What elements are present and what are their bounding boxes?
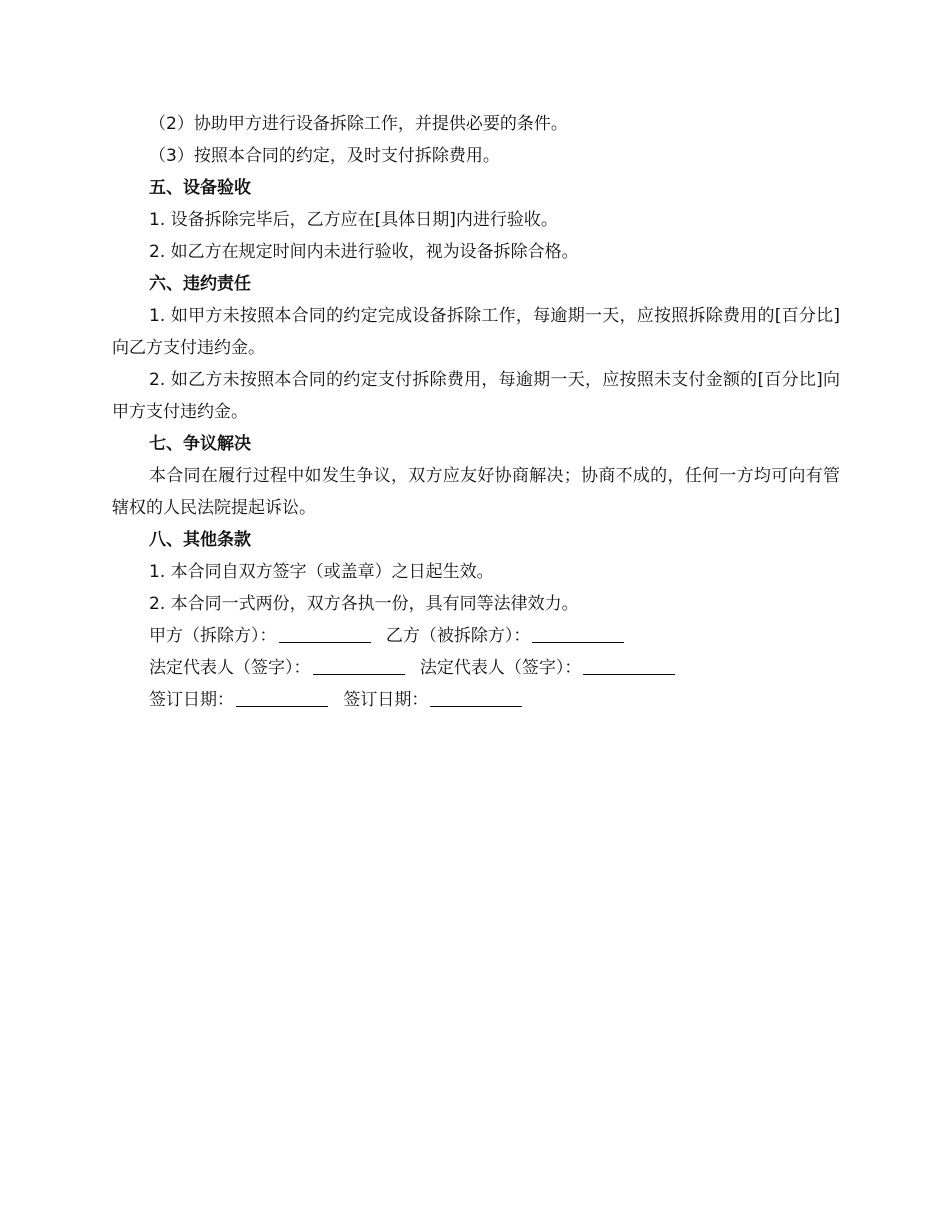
party-b-signature-field [386, 620, 625, 652]
party-b-blank-line[interactable] [532, 624, 624, 643]
section-heading-liability: 六、违约责任 [149, 274, 251, 294]
date-a-field [149, 684, 328, 716]
date-a-blank-line[interactable] [236, 688, 328, 707]
date-b-field [343, 684, 522, 716]
obligation-item-3: （3）按照本合同的约定，及时支付拆除费用。 [149, 146, 500, 166]
date-a-label: 签订日期： [149, 690, 234, 710]
party-b-label: 乙方（被拆除方）： [385, 626, 531, 646]
date-b-label: 签订日期： [343, 690, 429, 710]
dispute-clause: 本合同在履行过程中如发生争议，双方应友好协商解决；协商不成的，任何一方均可向有管辖权的人民法院提起诉讼。 [112, 466, 840, 518]
section-heading-other-terms: 八、其他条款 [149, 530, 251, 550]
document-body [112, 108, 840, 716]
party-a-signature-field [149, 620, 371, 652]
section-heading-acceptance: 五、设备验收 [149, 178, 251, 198]
rep-b-blank-line[interactable] [583, 656, 675, 675]
date-b-blank-line[interactable] [430, 688, 522, 707]
party-a-label: 甲方（拆除方）： [149, 626, 277, 646]
signature-row-dates [112, 684, 840, 716]
acceptance-clause-1: 1. 设备拆除完毕后，乙方应在[具体日期]内进行验收。 [149, 210, 558, 230]
other-terms-clause-2: 2. 本合同一式两份，双方各执一份，具有同等法律效力。 [149, 594, 579, 614]
liability-clause-1: 1. 如甲方未按照本合同的约定完成设备拆除工作，每逾期一天，应按照拆除费用的[百分比]向乙方支付违约金。 [112, 306, 840, 358]
rep-a-blank-line[interactable] [313, 656, 405, 675]
other-terms-clause-1: 1. 本合同自双方签字（或盖章）之日起生效。 [149, 562, 494, 582]
party-a-blank-line[interactable] [279, 624, 371, 643]
section-heading-dispute: 七、争议解决 [149, 434, 251, 454]
rep-a-signature-field [149, 652, 405, 684]
rep-a-label: 法定代表人（签字）： [149, 658, 311, 678]
rep-b-label: 法定代表人（签字）： [419, 658, 582, 678]
signature-row-parties [112, 620, 840, 652]
acceptance-clause-2: 2. 如乙方在规定时间内未进行验收，视为设备拆除合格。 [149, 242, 579, 262]
signature-row-representatives [112, 652, 840, 684]
obligation-item-2: （2）协助甲方进行设备拆除工作，并提供必要的条件。 [149, 114, 568, 134]
rep-b-signature-field [420, 652, 676, 684]
liability-clause-2: 2. 如乙方未按照本合同的约定支付拆除费用，每逾期一天，应按照未支付金额的[百分比]向甲方支付违约金。 [112, 370, 840, 422]
